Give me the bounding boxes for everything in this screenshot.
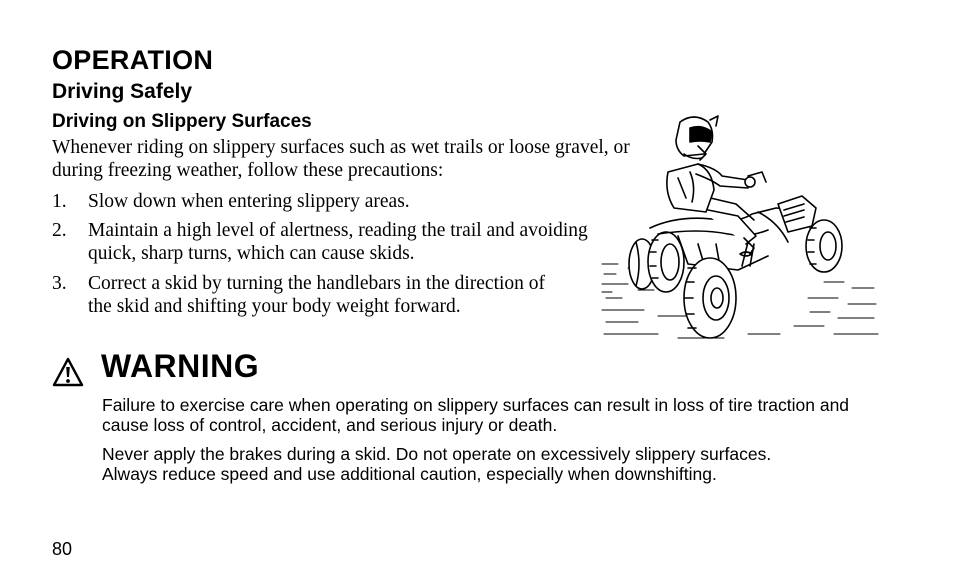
list-number: 1. [52,191,67,212]
atv-rider-illustration [598,112,880,344]
precaution-list-item-1 [52,191,612,214]
list-item-text: Maintain a high level of alertness, reading the trail and avoiding quick, sharp turns, which can cause skids. [88,220,588,264]
warning-triangle-icon [52,357,84,387]
warning-paragraph-1: Failure to exercise care when operating on slippery surfaces can result in loss of tire traction and cause loss of control, accident, and serious injury or death. [102,395,850,435]
list-number: 2. [52,220,67,241]
topic-title: Driving on Slippery Surfaces [52,111,312,132]
warning-paragraph-2: Never apply the brakes during a skid. Do not operate on excessively slippery surfaces. Always reduce speed and use additional caution, especially when downshifting. [102,444,772,484]
intro-paragraph: Whenever riding on slippery surfaces such as wet trails or loose gravel, or during freezing weather, follow these precautions: [52,137,630,181]
subsection-title: Driving Safely [52,80,193,103]
precaution-list-item-2 [52,220,612,265]
list-item-text: Slow down when entering slippery areas. [88,191,410,212]
list-number: 3. [52,273,67,294]
page-number: 80 [52,539,73,559]
list-item-text: Correct a skid by turning the handlebars in the direction of the skid and shifting your body weight forward. [88,273,546,317]
warning-title: WARNING [101,348,260,384]
section-title: OPERATION [52,45,214,75]
precaution-list-item-3 [52,273,572,318]
